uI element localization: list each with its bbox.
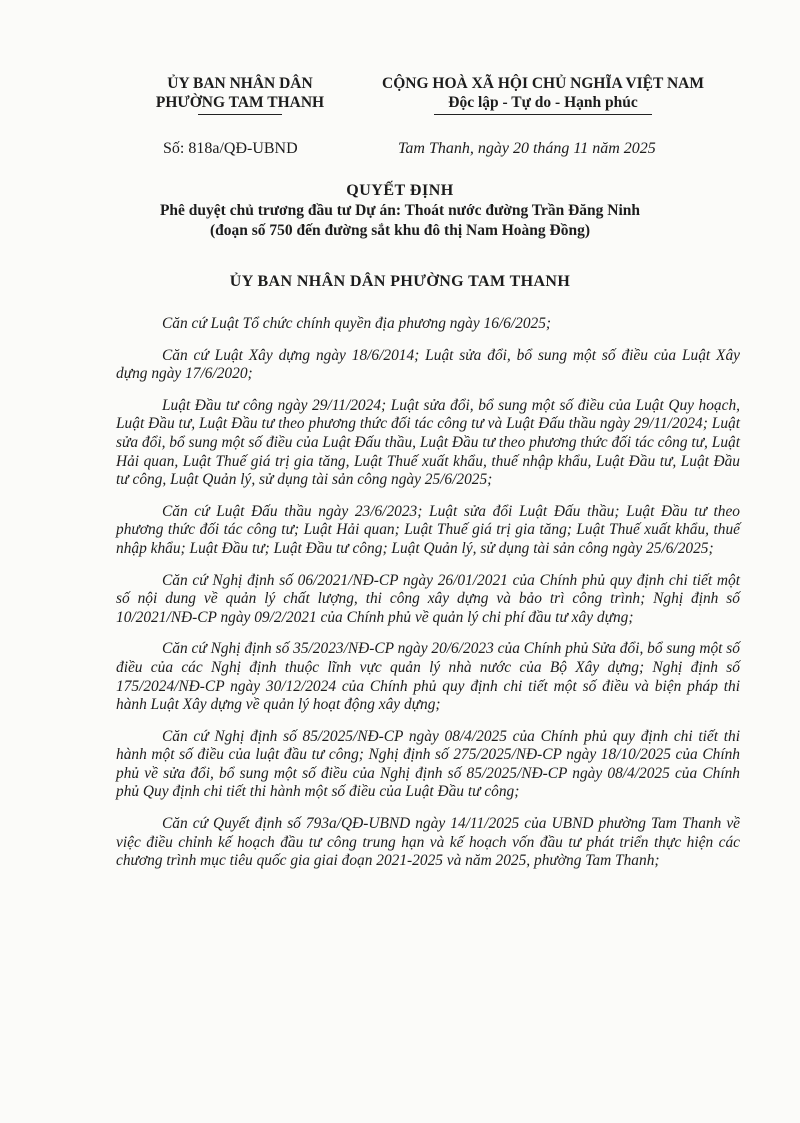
legal-basis-paragraph: Căn cứ Luật Xây dựng ngày 18/6/2014; Luật sửa đổi, bổ sung một số điều của Luật Xây dựng ngày 17/6/2020; xyxy=(116,346,740,383)
legal-basis-paragraph: Căn cứ Luật Tổ chức chính quyền địa phương ngày 16/6/2025; xyxy=(162,315,552,332)
document-title-block xyxy=(80,181,720,241)
org-name-line2: PHƯỜNG TAM THANH xyxy=(155,94,325,111)
legal-basis-section xyxy=(116,315,740,884)
document-number: Số: 818a/QĐ-UBND xyxy=(163,140,298,157)
title-line-2: (đoạn số 750 đến đường sắt khu đô thị Nam Hoàng Đồng) xyxy=(209,222,591,239)
nation-name: CỘNG HOÀ XÃ HỘI CHỦ NGHĨA VIỆT NAM xyxy=(382,75,704,92)
legal-basis-paragraph: Căn cứ Nghị định số 35/2023/NĐ-CP ngày 20/6/2023 của Chính phủ Sửa đổi, bổ sung một số điều của các Nghị định thuộc lĩnh vực quản lý nhà nước của Bộ Xây dựng; Nghị định số 175/2024/NĐ-CP ngày 30/12/2024 của Chính phủ quy định chi tiết một số điều và biện pháp thi hành Luật Xây dựng về quản lý hoạt động xây dựng; xyxy=(116,640,740,714)
legal-basis-paragraph: Căn cứ Luật Đấu thầu ngày 23/6/2023; Luật sửa đổi Luật Đấu thầu; Luật Đầu tư theo phương thức đối tác công tư; Luật Hải quan; Luật Thuế giá trị gia tăng; Luật Thuế xuất khẩu, thuế nhập khẩu; Luật Đầu tư; Luật Đầu tư công; Luật Quản lý, sử dụng tài sản công ngày 25/6/2025; xyxy=(116,502,740,557)
title-line-1: Phê duyệt chủ trương đầu tư Dự án: Thoát nước đường Trần Đăng Ninh xyxy=(159,202,641,219)
legal-basis-paragraph: Luật Đầu tư công ngày 29/11/2024; Luật sửa đổi, bổ sung một số điều của Luật Quy hoạch, Luật Đầu tư, Luật Đầu tư theo phương thức đối tác công tư và Luật Đấu thầu ngày 29/11/2024; Luật sửa đổi, bổ sung một số điều của Luật Đấu thầu, Luật Đầu tư theo phương thức đối tác công tư, Luật Hải quan, Luật Thuế giá trị gia tăng, Luật Thuế xuất khẩu, thuế nhập khẩu, Luật Đầu tư, Luật Đầu tư công, Luật Quản lý, sử dụng tài sản công ngày 25/6/2025; xyxy=(116,396,740,489)
legal-basis-paragraph: Căn cứ Quyết định số 793a/QĐ-UBND ngày 14/11/2025 của UBND phường Tam Thanh về việc điều chỉnh kế hoạch đầu tư công trung hạn và kế hoạch vốn đầu tư phát triển thực hiện các chương trình mục tiêu quốc gia giai đoạn 2021-2025 và năm 2025, phường Tam Thanh; xyxy=(116,815,740,870)
legal-basis-paragraph: Căn cứ Nghị định số 85/2025/NĐ-CP ngày 08/4/2025 của Chính phủ quy định chi tiết thi hành một số điều của luật đầu tư công; Nghị định số 275/2025/NĐ-CP ngày 18/10/2025 của Chính phủ về sửa đổi, bổ sung một số điều của Nghị định số 85/2025/NĐ-CP ngày 08/4/2025 của Chính phủ Quy định chi tiết thi hành một số điều của Luật Đầu tư công; xyxy=(116,727,740,801)
national-motto: Độc lập - Tự do - Hạnh phúc xyxy=(448,94,638,111)
issuing-body: ỦY BAN NHÂN DÂN PHƯỜNG TAM THANH xyxy=(229,273,571,290)
document-type: QUYẾT ĐỊNH xyxy=(346,182,454,199)
place-date: Tam Thanh, ngày 20 tháng 11 năm 2025 xyxy=(398,140,656,157)
national-header xyxy=(378,74,708,115)
motto-underline xyxy=(434,114,652,115)
issuing-authority-header xyxy=(130,74,350,115)
org-name-line1: ỦY BAN NHÂN DÂN xyxy=(167,75,313,92)
org-underline xyxy=(198,114,282,115)
legal-basis-paragraph: Căn cứ Nghị định số 06/2021/NĐ-CP ngày 26/01/2021 của Chính phủ quy định chi tiết một số nội dung về quản lý chất lượng, thi công xây dựng và bảo trì công trình; Nghị định số 10/2021/NĐ-CP ngày 09/2/2021 của Chính phủ về quản lý chi phí đầu tư xây dựng; xyxy=(116,571,740,626)
